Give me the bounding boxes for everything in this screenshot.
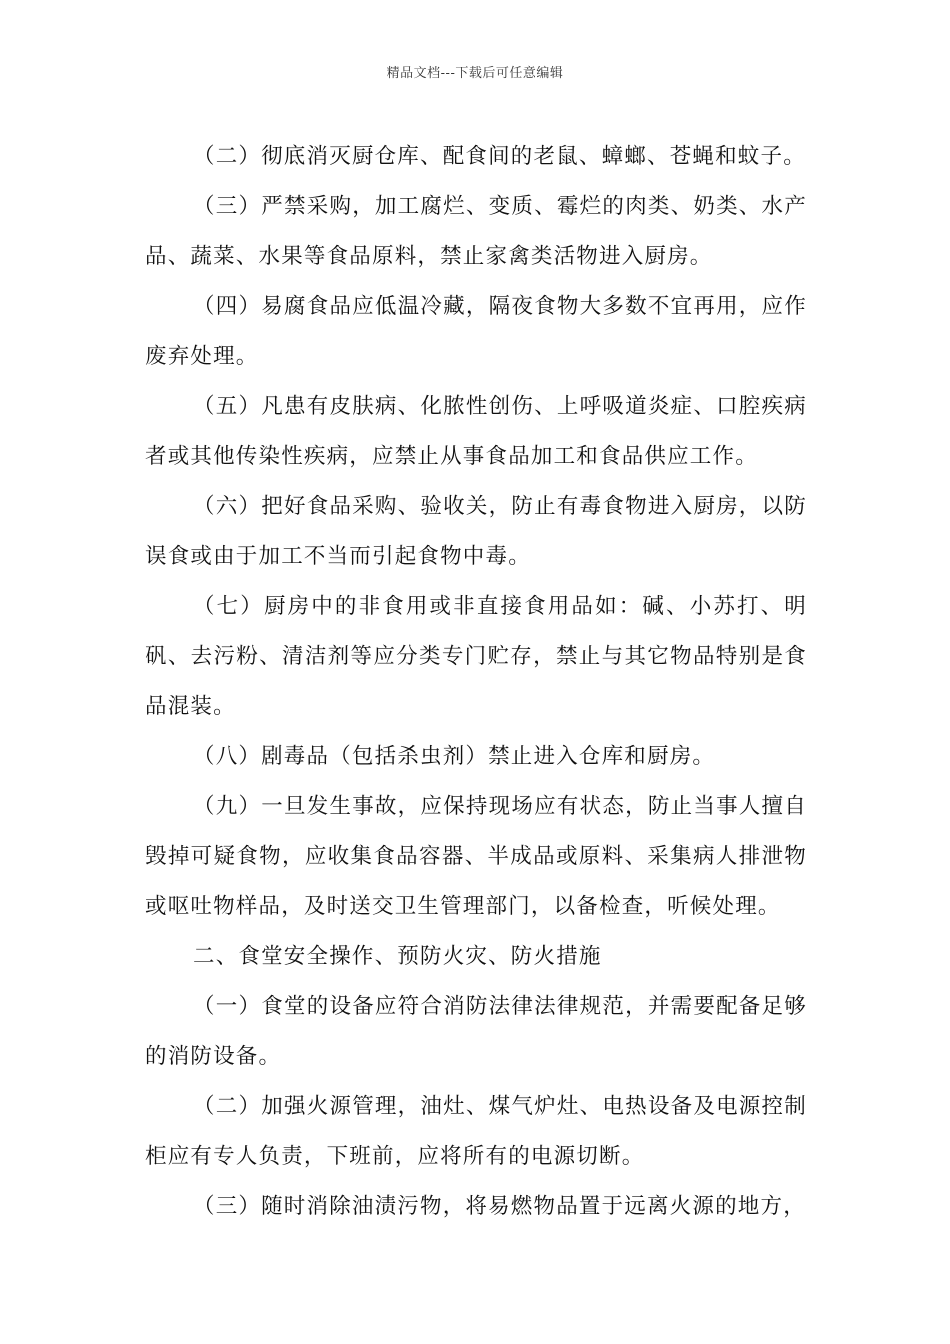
section-heading: 二、食堂安全操作、预防火灾、防火措施 (193, 944, 602, 969)
paragraph-2: （二）彻底消灭厨仓库、配食间的老鼠、蟑螂、苍蝇和蚊子。 (193, 144, 806, 169)
paragraph-7: （七）厨房中的非食用或非直接食用品如：碱、小苏打、明矾、去污粉、清洁剂等应分类专门贮存，禁止与其它物品特别是食品混装。 (145, 594, 807, 719)
paragraph-4: （四）易腐食品应低温冷藏，隔夜食物大多数不宜再用，应作废弃处理。 (145, 294, 807, 369)
paragraph-9: （九）一旦发生事故，应保持现场应有状态，防止当事人擅自毁掉可疑食物，应收集食品容器、半成品或原料、采集病人排泄物或呕吐物样品，及时送交卫生管理部门，以备检查，听候处理。 (145, 794, 807, 919)
paragraph-fire-1: （一）食堂的设备应符合消防法律法律规范，并需要配备足够的消防设备。 (145, 994, 807, 1069)
paragraph-fire-3: （三）随时消除油渍污物，将易燃物品置于远离火源的地方， (193, 1194, 806, 1219)
document-body (145, 132, 807, 1232)
page-header: 精品文档---下载后可任意编辑 (386, 66, 564, 81)
paragraph-fire-2: （二）加强火源管理，油灶、煤气炉灶、电热设备及电源控制柜应有专人负责，下班前，应将所有的电源切断。 (145, 1094, 807, 1169)
paragraph-3: （三）严禁采购，加工腐烂、变质、霉烂的肉类、奶类、水产品、蔬菜、水果等食品原料，禁止家禽类活物进入厨房。 (145, 194, 807, 269)
paragraph-6: （六）把好食品采购、验收关，防止有毒食物进入厨房，以防误食或由于加工不当而引起食物中毒。 (145, 494, 807, 569)
paragraph-8: （八）剧毒品（包括杀虫剂）禁止进入仓库和厨房。 (193, 744, 716, 769)
paragraph-5: （五）凡患有皮肤病、化脓性创伤、上呼吸道炎症、口腔疾病者或其他传染性疾病，应禁止从事食品加工和食品供应工作。 (145, 394, 807, 469)
